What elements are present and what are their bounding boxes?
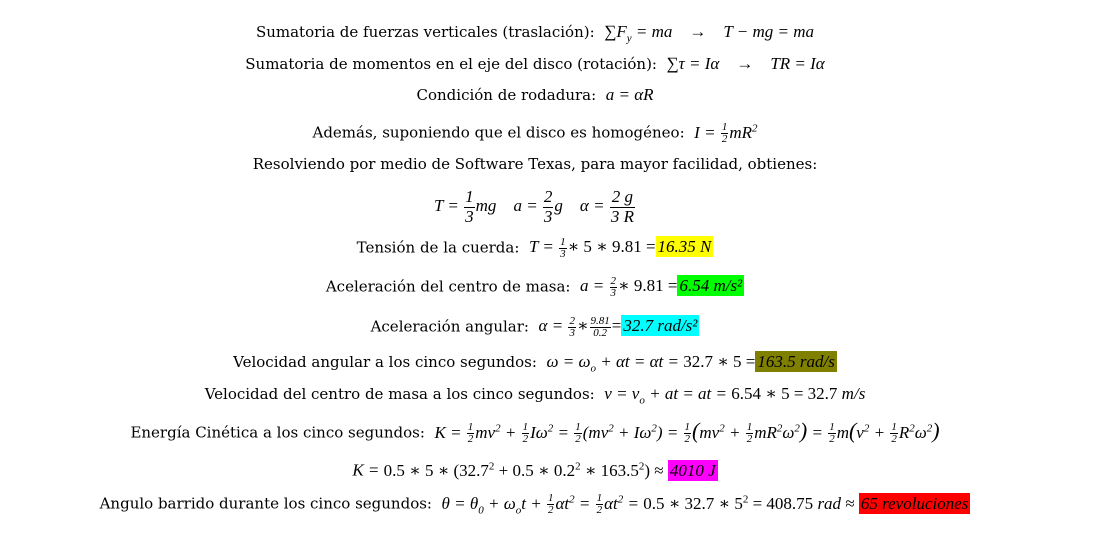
- equation-rolling: [0, 85, 1070, 105]
- math-kinetic-energy: K = $\frac{1}{2}$ $mv^2$ + $\frac{1}{2}$ $I\omega^2$ = $\frac{1}{2}$ $(mv^2 + I\omega^2)$ = $\frac{1}{2}$ ($mv^2$ + $\frac{1}{2}$ $mR^2\omega^2$) = $\frac{1}{2}$ $m(v^2$ + $\frac{1}{2}$ $R^2\omega^2$): [434, 417, 940, 446]
- equation-linear-accel: [0, 276, 1070, 299]
- result-kinetic-energy: 4010 J: [669, 460, 716, 480]
- math-results: T = $\frac{1}{3}$ mg a = $\frac{2}{3}$ g α = $\frac{2 g}{3 R}$: [434, 186, 634, 226]
- result-angular-velocity: 163.5 rad/s: [757, 352, 835, 371]
- math-angular-velocity: $\omega = \omega_o + \alpha t = \alpha t = 32.7$ ∗ 5 =: [546, 352, 756, 375]
- math-sum-moments: ∑τ = Iα → TR = Iα: [666, 54, 825, 73]
- equation-sum-forces: [0, 22, 1070, 48]
- equation-angle: [0, 489, 1070, 520]
- result-linear-accel: 6.54 m/s²: [679, 276, 743, 296]
- label-sum-moments: Sumatoria de momentos en el eje del disco (rotación):: [245, 55, 657, 73]
- math-rolling: a = αR: [605, 85, 654, 104]
- math-sum-forces: $\sum F_y$ = ma → T − mg = ma: [604, 22, 815, 45]
- label-angular-velocity: Velocidad angular a los cinco segundos:: [233, 353, 537, 371]
- equation-kinetic-value: [0, 456, 1070, 481]
- label-center-velocity: Velocidad del centro de masa a los cinco segundos:: [204, 385, 595, 403]
- equation-angular-velocity: [0, 352, 1070, 378]
- label-rolling: Condición de rodadura:: [416, 86, 597, 104]
- equation-angular-accel: [0, 316, 1070, 339]
- label-solving: Resolviendo por medio de Software Texas, para mayor facilidad, obtienes:: [252, 155, 818, 173]
- equation-results: [0, 186, 1070, 226]
- math-tension: T = $\frac{1}{3}$ ∗ 5 ∗ 9.81 =: [528, 236, 656, 260]
- math-inertia: I = $\frac{1}{2}$ $mR^2$: [694, 121, 758, 146]
- equation-kinetic-energy: [0, 418, 1070, 445]
- label-linear-accel: Aceleración del centro de masa:: [325, 277, 571, 296]
- equation-inertia: [0, 118, 1070, 145]
- result-tension: 16.35 N: [657, 237, 712, 257]
- result-angle: 65 revoluciones: [860, 493, 969, 513]
- result-angular-accel: 32.7 rad/s²: [623, 316, 698, 336]
- math-angle: $\theta = \theta_0 + \omega_ot$ + $\frac{1}{2}$ $\alpha t^2$ = $\frac{1}{2}$ $\alpha t^2 = 0.5$ ∗ 32.7 ∗ $5^2 = 408.75$ rad ≈: [441, 492, 855, 517]
- label-kinetic-energy: Energía Cinética a los cinco segundos:: [130, 423, 425, 442]
- label-tension: Tensión de la cuerda:: [356, 238, 520, 257]
- equation-sum-moments: [0, 54, 1070, 74]
- equation-tension: [0, 237, 1070, 260]
- label-angle: Angulo barrido durante los cinco segundos:: [99, 494, 432, 513]
- text-solving: [0, 154, 1070, 174]
- label-sum-forces: Sumatoria de fuerzas verticales (traslación):: [255, 23, 595, 41]
- math-linear-accel: a = $\frac{2}{3}$ ∗ 9.81 =: [580, 275, 678, 299]
- math-angular-accel: α = $\frac{2}{3}$ ∗ $\frac{9.81}{0.2}$ =: [538, 315, 622, 339]
- label-angular-accel: Aceleración angular:: [370, 317, 529, 336]
- equation-center-velocity: [0, 384, 1070, 410]
- math-center-velocity: $v = v_o$ + at = at = 6.54 ∗ 5 = 32.7 m/s: [604, 384, 866, 407]
- label-inertia: Además, suponiendo que el disco es homogéneo:: [312, 123, 685, 142]
- math-kinetic-value: K = 0.5 ∗ 5 ∗ ($32.7^2 + 0.5$ ∗ $0.2^2$ ∗ $163.5^2$) ≈: [352, 460, 664, 480]
